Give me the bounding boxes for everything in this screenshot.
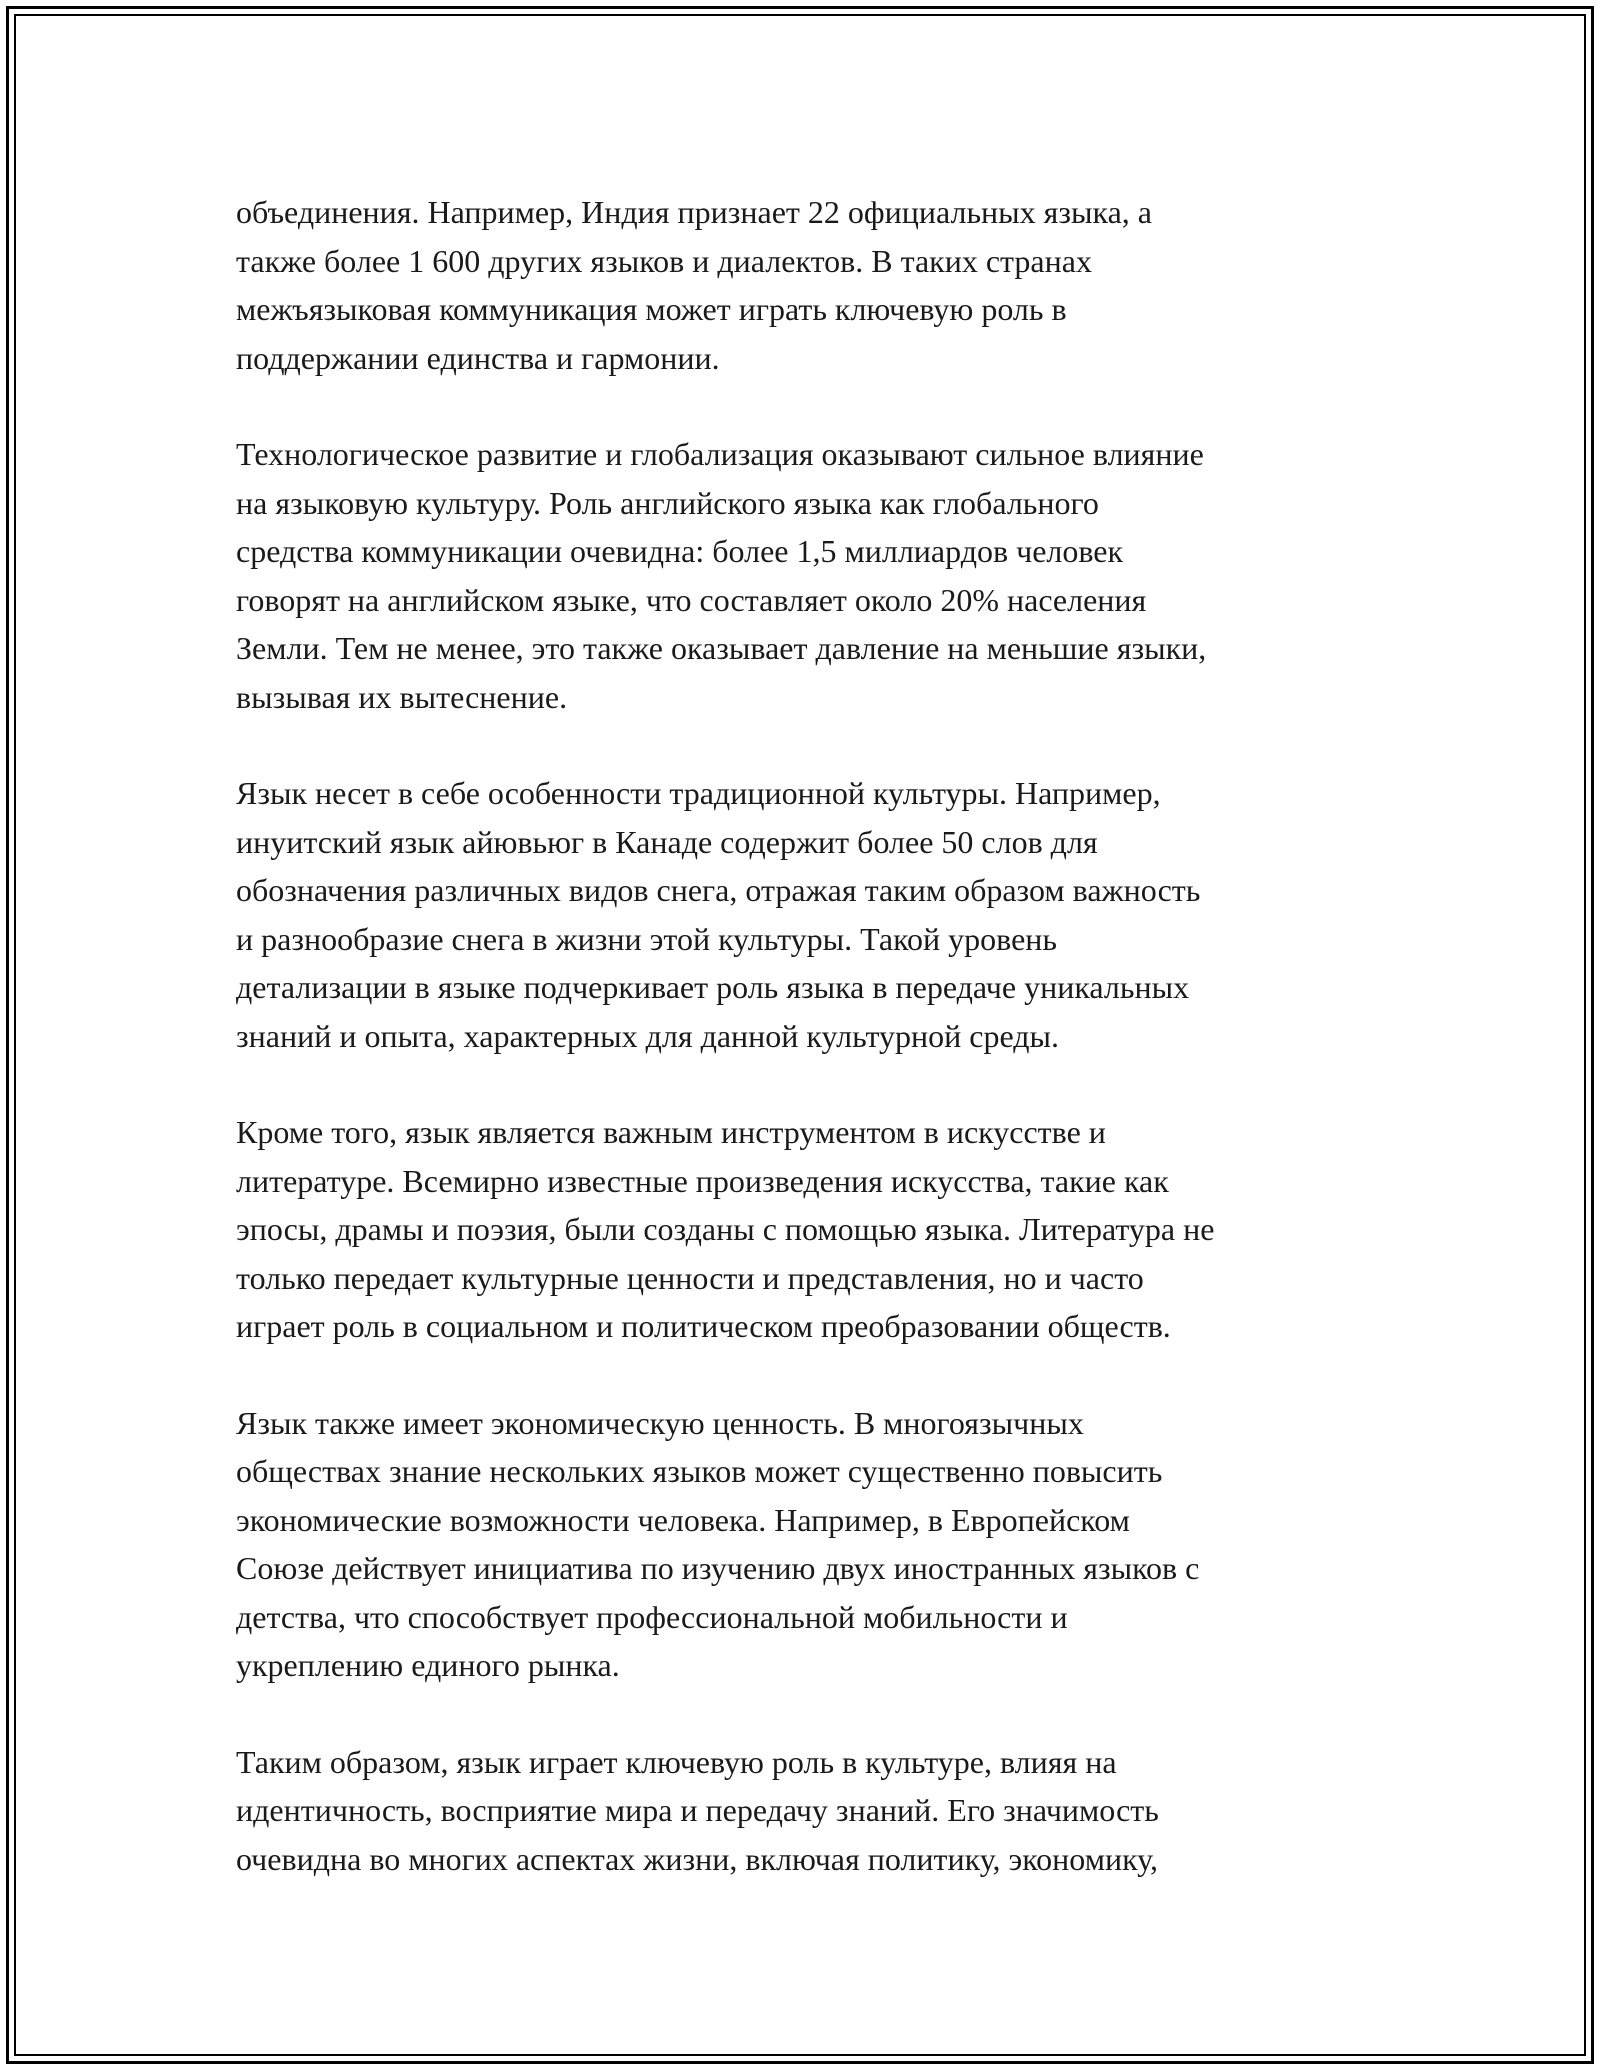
text-line: эпосы, драмы и поэзия, были созданы с помощью языка. Литература не xyxy=(236,1211,1215,1247)
text-line: знаний и опыта, характерных для данной культурной среды. xyxy=(236,1017,1060,1054)
paragraph-5 xyxy=(236,1399,1366,1690)
document-body xyxy=(236,188,1366,1883)
paragraph-6 xyxy=(236,1738,1366,1884)
text-line: Язык несет в себе особенности традиционной культуры. Например, xyxy=(236,775,1161,811)
paragraph-1 xyxy=(236,188,1366,382)
text-line: укреплению единого рынка. xyxy=(236,1647,620,1683)
text-line: Язык также имеет экономическую ценность. В многоязычных xyxy=(236,1404,1084,1441)
text-line: детства, что способствует профессиональной мобильности и xyxy=(236,1598,1068,1635)
text-line: идентичность, восприятие мира и передачу знаний. Его значимость xyxy=(236,1792,1159,1828)
text-line: межъязыковая коммуникация может играть ключевую роль в xyxy=(236,291,1067,327)
text-line: литературе. Всемирно известные произведения искусства, такие как xyxy=(236,1162,1169,1199)
text-line: Кроме того, язык является важным инструментом в искусстве и xyxy=(236,1114,1106,1150)
text-line: детализации в языке подчеркивает роль языка в передаче уникальных xyxy=(236,969,1190,1005)
text-line: и разнообразие снега в жизни этой культуры. Такой уровень xyxy=(236,920,1057,957)
text-line: на языковую культуру. Роль английского языка как глобального xyxy=(236,484,1099,521)
text-line: говорят на английском языке, что составляет около 20% населения xyxy=(236,581,1147,618)
text-line: Союзе действует инициатива по изучению двух иностранных языков с xyxy=(236,1550,1200,1586)
text-line: вызывая их вытеснение. xyxy=(236,678,568,715)
text-line: инуитский язык айювьюг в Канаде содержит более 50 слов для xyxy=(236,823,1098,860)
text-line: Технологическое развитие и глобализация оказывают сильное влияние xyxy=(236,436,1204,472)
text-line: только передает культурные ценности и представления, но и часто xyxy=(236,1259,1144,1296)
text-line: также более 1 600 других языков и диалектов. В таких странах xyxy=(236,242,1092,279)
paragraph-2 xyxy=(236,430,1366,721)
paragraph-4 xyxy=(236,1108,1366,1351)
paragraph-3 xyxy=(236,769,1366,1060)
text-line: Земли. Тем не менее, это также оказывает давление на меньшие языки, xyxy=(236,630,1207,666)
text-line: средства коммуникации очевидна: более 1,5 миллиардов человек xyxy=(236,533,1124,569)
text-line: обществах знание нескольких языков может существенно повысить xyxy=(236,1453,1163,1489)
text-line: очевидна во многих аспектах жизни, включая политику, экономику, xyxy=(236,1840,1158,1877)
text-line: объединения. Например, Индия признает 22 официальных языка, а xyxy=(236,194,1152,230)
text-line: играет роль в социальном и политическом преобразовании обществ. xyxy=(236,1308,1171,1344)
text-line: обозначения различных видов снега, отражая таким образом важность xyxy=(236,872,1201,908)
text-line: поддержании единства и гармонии. xyxy=(236,339,720,376)
text-line: экономические возможности человека. Например, в Европейском xyxy=(236,1501,1130,1538)
text-line: Таким образом, язык играет ключевую роль в культуре, влияя на xyxy=(236,1743,1117,1780)
